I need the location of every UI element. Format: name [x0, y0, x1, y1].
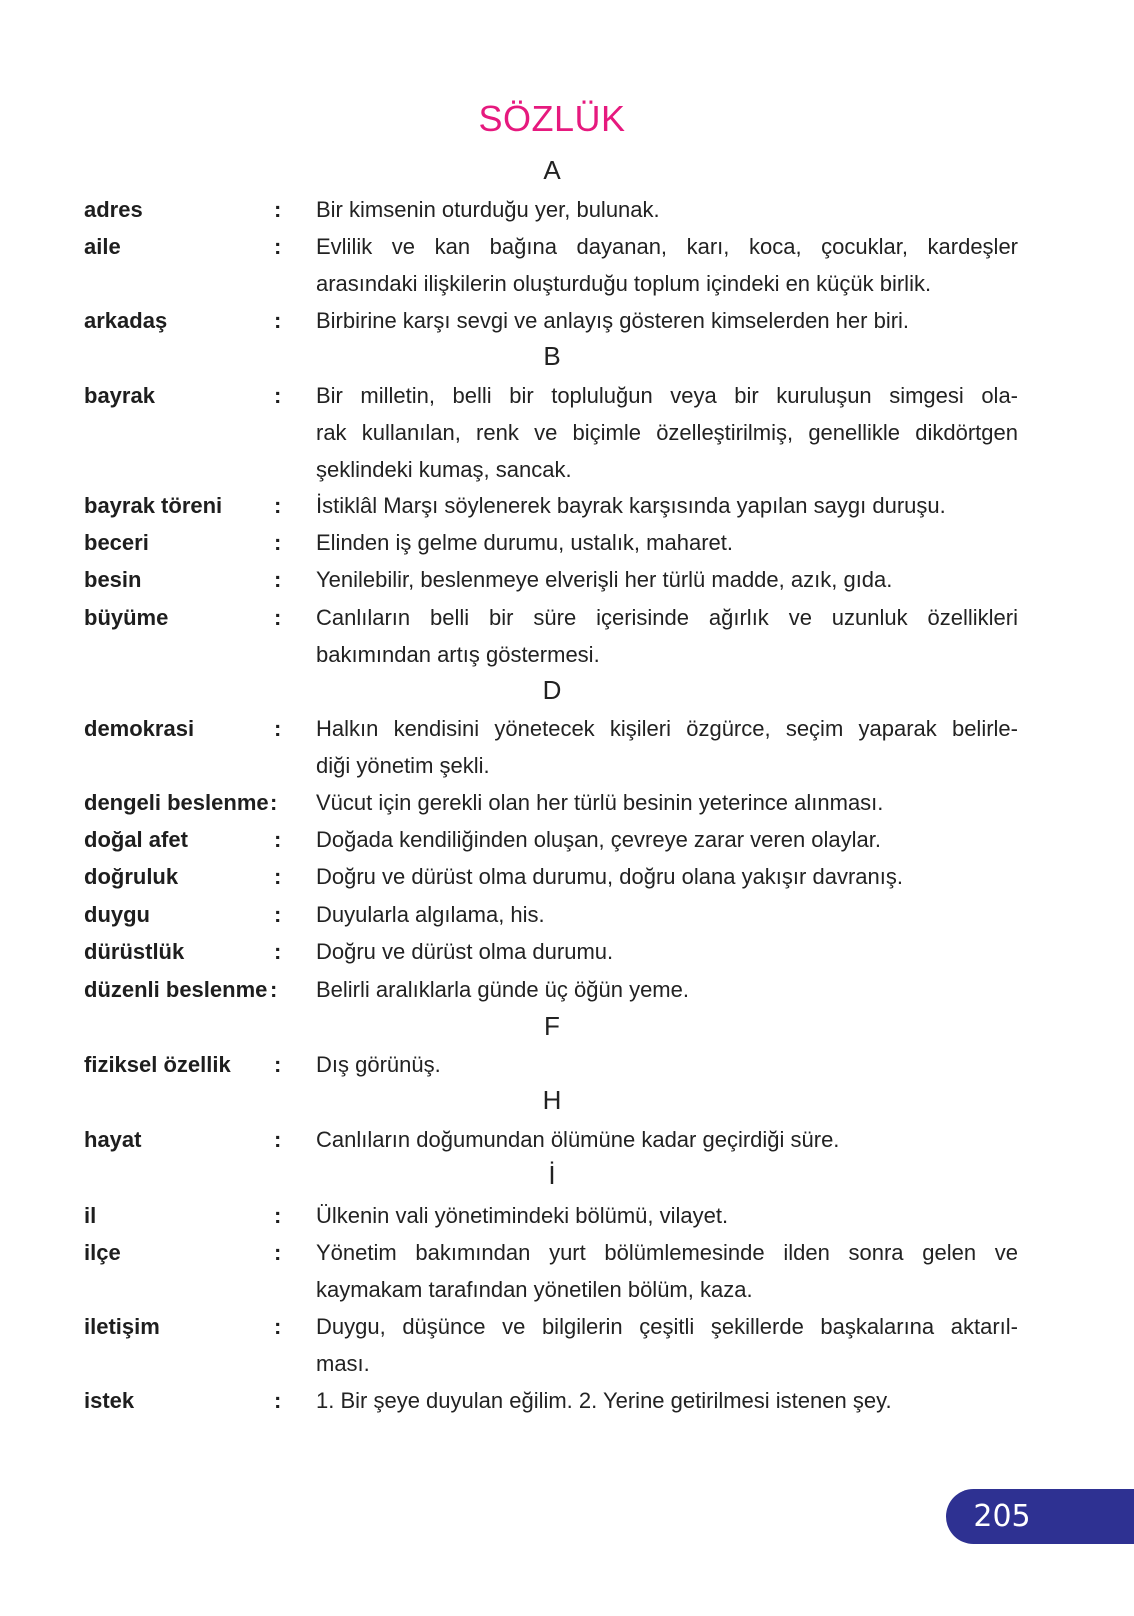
definition-line: Bir kimsenin oturduğu yer, bulunak. [316, 197, 660, 222]
definition-beceri [316, 524, 1018, 561]
definition-istek [316, 1382, 1018, 1419]
separator-colon: : [274, 1314, 282, 1339]
definition-line: Duygu, düşünce ve bilgilerin çeşitli şekillerde başkalarına aktarıl- [316, 1314, 1018, 1339]
separator-colon: : [274, 902, 282, 927]
definition-bayrak [316, 377, 1018, 488]
definition-line: Doğru ve dürüst olma durumu, doğru olana yakışır davranış. [316, 864, 903, 889]
definition-aile [316, 228, 1018, 302]
definition-il [316, 1197, 1018, 1234]
term-buyume: büyüme [84, 605, 169, 630]
definition-line: Halkın kendisini yönetecek kişileri özgürce, seçim yaparak belirle- [316, 716, 1018, 741]
definition-iletisim [316, 1308, 1018, 1382]
definition-line: Ülkenin vali yönetimindeki bölümü, vilayet. [316, 1203, 729, 1228]
separator-colon: : [270, 790, 278, 815]
separator-colon: : [274, 827, 282, 852]
separator-colon: : [274, 530, 282, 555]
term-hayat: hayat [84, 1127, 142, 1152]
term-durustluk: dürüstlük [84, 939, 185, 964]
definition-ilce [316, 1234, 1018, 1308]
section-letter-h: H [542, 1085, 562, 1115]
definition-durustluk [316, 933, 1018, 970]
definition-hayat [316, 1121, 1018, 1158]
term-duzenli-beslenme: düzenli beslenme [84, 977, 268, 1002]
section-letter-d: D [542, 675, 562, 705]
term-beceri: beceri [84, 530, 149, 555]
definition-dogal-afet [316, 821, 1018, 858]
term-dogruluk: doğruluk [84, 864, 179, 889]
definition-line: Doğru ve dürüst olma durumu. [316, 939, 614, 964]
definition-duygu [316, 896, 1018, 933]
definition-line: Evlilik ve kan bağına dayanan, karı, koca, çocuklar, kardeşler [316, 234, 1018, 259]
definition-line: ması. [316, 1351, 370, 1376]
term-dogal-afet: doğal afet [84, 827, 188, 852]
definition-line: bakımından artış göstermesi. [316, 642, 600, 667]
definition-line: Bir milletin, belli bir topluluğun veya bir kuruluşun simgesi ola- [316, 383, 1018, 408]
definition-demokrasi [316, 710, 1018, 784]
definition-line: Duyularla algılama, his. [316, 902, 545, 927]
term-ilce: ilçe [84, 1240, 121, 1265]
page-title: SÖZLÜK [478, 98, 626, 139]
term-arkadas: arkadaş [84, 308, 168, 333]
definition-dengeli-beslenme [316, 784, 1018, 821]
definition-bayrak-toreni [316, 487, 1018, 524]
separator-colon: : [274, 1240, 282, 1265]
definition-line: 1. Bir şeye duyulan eğilim. 2. Yerine getirilmesi istenen şey. [316, 1388, 892, 1413]
definition-line: Canlıların doğumundan ölümüne kadar geçirdiği süre. [316, 1127, 840, 1152]
term-demokrasi: demokrasi [84, 716, 195, 741]
separator-colon: : [274, 1127, 282, 1152]
separator-colon: : [274, 605, 282, 630]
separator-colon: : [274, 383, 282, 408]
definition-line: rak kullanılan, renk ve biçimle özelleştirilmiş, genellikle dikdörtgen [316, 420, 1018, 445]
definition-duzenli-beslenme [316, 971, 1018, 1008]
term-bayrak-toreni: bayrak töreni [84, 493, 223, 518]
definition-line: şeklindeki kumaş, sancak. [316, 457, 572, 482]
definition-line: İstiklâl Marşı söylenerek bayrak karşısında yapılan saygı duruşu. [316, 493, 946, 518]
term-duygu: duygu [84, 902, 150, 927]
section-letter-b: B [543, 341, 561, 371]
definition-line: Dış görünüş. [316, 1052, 441, 1077]
definition-dogruluk [316, 858, 1018, 895]
separator-colon: : [274, 1052, 282, 1077]
separator-colon: : [274, 234, 282, 259]
separator-colon: : [274, 939, 282, 964]
term-il: il [84, 1203, 97, 1228]
definition-line: Birbirine karşı sevgi ve anlayış gösteren kimselerden her biri. [316, 308, 910, 333]
term-dengeli-beslenme: dengeli beslenme [84, 790, 269, 815]
section-letter-i: İ [548, 1160, 556, 1190]
section-letter-f: F [544, 1011, 560, 1041]
definition-line: Canlıların belli bir süre içerisinde ağırlık ve uzunluk özellikleri [316, 605, 1018, 630]
term-iletisim: iletişim [84, 1314, 160, 1339]
term-fiziksel-ozellik: fiziksel özellik [84, 1052, 231, 1077]
term-istek: istek [84, 1388, 135, 1413]
definition-line: Vücut için gerekli olan her türlü besinin yeterince alınması. [316, 790, 884, 815]
definition-line: Belirli aralıklarla günde üç öğün yeme. [316, 977, 689, 1002]
separator-colon: : [274, 567, 282, 592]
term-adres: adres [84, 197, 143, 222]
definition-line: kaymakam tarafından yönetilen bölüm, kaza. [316, 1277, 753, 1302]
definition-line: Doğada kendiliğinden oluşan, çevreye zarar veren olaylar. [316, 827, 882, 852]
definition-line: arasındaki ilişkilerin oluşturduğu toplum içindeki en küçük birlik. [316, 271, 932, 296]
definition-besin [316, 561, 1018, 598]
definition-line: Yenilebilir, beslenmeye elverişli her türlü madde, azık, gıda. [316, 567, 893, 592]
definition-line: Elinden iş gelme durumu, ustalık, maharet. [316, 530, 733, 555]
definition-line: Yönetim bakımından yurt bölümlemesinde ilden sonra gelen ve [316, 1240, 1018, 1265]
section-letter-a: A [543, 155, 561, 185]
definition-arkadas [316, 302, 1018, 339]
term-besin: besin [84, 567, 142, 592]
page-number: 205 [973, 1499, 1031, 1534]
separator-colon: : [274, 493, 282, 518]
definition-buyume [316, 599, 1018, 673]
term-bayrak: bayrak [84, 383, 155, 408]
separator-colon: : [274, 1388, 282, 1413]
term-aile: aile [84, 234, 121, 259]
definition-fiziksel-ozellik [316, 1046, 1018, 1083]
separator-colon: : [274, 197, 282, 222]
separator-colon: : [274, 716, 282, 741]
definition-line: diği yönetim şekli. [316, 753, 490, 778]
definition-adres [316, 191, 1018, 228]
separator-colon: : [274, 864, 282, 889]
separator-colon: : [274, 308, 282, 333]
separator-colon: : [270, 977, 278, 1002]
separator-colon: : [274, 1203, 282, 1228]
